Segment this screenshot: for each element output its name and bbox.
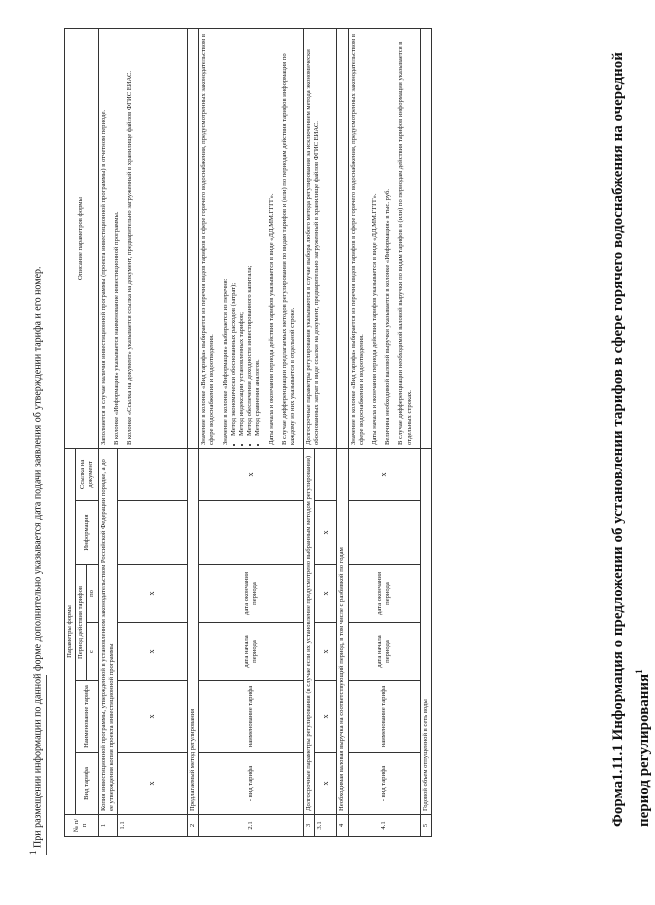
description-text: Значение в колонке «Информация» выбирается из перечня:: [221, 278, 229, 445]
tariff-type-cell: - вид тарифа: [199, 753, 304, 815]
description-text: Даты начала и окончания периода действия тарифов указывается в виде «ДД.ММ.ГГГГ».: [371, 193, 379, 445]
section-label: Долгосрочные параметры регулирования (в случае если их установление предусмотрено выбранным методом регулирования): [304, 449, 315, 815]
tariff-name-cell: наименование тарифа: [348, 681, 420, 753]
link-cell: [118, 449, 188, 501]
tariff-type-cell: - вид тарифа: [348, 753, 420, 815]
section-label: Копия инвестиционной программы, утвержденной в установленном законодательством Российской Федерации порядке, а до ее утверждения копия проекта инвестиционной программы: [98, 449, 117, 815]
description-cell: [98, 29, 187, 449]
info-cell: [118, 501, 188, 565]
row-number: 4.1: [348, 815, 420, 837]
section-row: [188, 29, 199, 837]
description-text: Величина необходимой валовой выручки указывается в колонке «Информация» в тыс. руб.: [384, 188, 392, 445]
empty-mark: x: [118, 623, 188, 681]
empty-mark: x: [118, 681, 188, 753]
header-link: Ссылка на документ: [76, 449, 98, 501]
empty-mark: x: [315, 681, 337, 753]
link-cell: x: [199, 449, 304, 501]
period-from-cell: дата начала периода: [348, 623, 420, 681]
empty-mark: x: [315, 501, 337, 565]
period-from-cell: дата начала периода: [199, 623, 304, 681]
row-number: 5: [420, 815, 431, 837]
empty-mark: x: [118, 565, 188, 623]
form-title: Форма1.11.1 Информация о предложении об установлении тарифов в сфере горячего водоснабжения на очередной период регулирования$^1$: [610, 52, 652, 827]
description-text: В колонке «Информация» указывается наименование инвестиционной программы.: [112, 211, 120, 445]
section-label: Предлагаемый метод регулирования: [188, 449, 199, 815]
description-cell: [304, 29, 337, 449]
period-to-cell: дата окончания периода: [348, 565, 420, 623]
header-period-to: по: [87, 565, 98, 623]
table-row: [199, 29, 304, 837]
footnote-separator: [46, 675, 47, 855]
footnote: [28, 75, 43, 855]
section-row: [420, 29, 431, 837]
footnote-marker: 1: [634, 669, 644, 674]
row-number: 4: [337, 815, 348, 837]
description-cell: [420, 29, 431, 449]
header-row-params: [65, 29, 76, 837]
section-row: [304, 29, 315, 837]
row-number: 2.1: [199, 815, 304, 837]
description-text: Заполняется в случае наличия инвестиционной программы (проекта инвестиционной программы) в отчетном периоде.: [99, 109, 107, 445]
description-text: Значение в колонке «Вид тарифа» выбирается из перечня видов тарифов в сфере горячего водоснабжения, предусмотренных законодательством в сфере водоснабжения и водоотведения.: [349, 34, 365, 445]
info-cell: [199, 501, 304, 565]
info-cell: [348, 501, 420, 565]
header-info: Информация: [76, 501, 98, 565]
row-number: 3: [304, 815, 315, 837]
header-num: № п/п: [65, 815, 99, 837]
description-cell: [337, 29, 348, 449]
footnote-mark: 1: [28, 850, 38, 855]
empty-mark: x: [315, 565, 337, 623]
description-text: В случае дифференциации предлагаемых методов регулирования по видам тарифов и (или) по периодам действия тарифов информация по каждому из них указывается в отдельной строке.: [280, 53, 297, 445]
list-item: • Метод индексации установленных тарифов;: [238, 32, 246, 436]
row-number: 1: [98, 815, 117, 837]
description-text: В случае дифференциации необходимой валовой выручки по видам тарифов и (или) по периодам действия тарифов информация указывается в отдельных строках.: [397, 41, 413, 445]
description-cell: [199, 29, 304, 449]
tariff-name-cell: наименование тарифа: [199, 681, 304, 753]
empty-mark: x: [315, 753, 337, 815]
header-params: Параметры формы: [65, 449, 76, 815]
header-tariff-type: Вид тарифа: [76, 753, 98, 815]
link-cell: [315, 449, 337, 501]
row-number: 1.1: [118, 815, 188, 837]
list-item: • Метод экономически обоснованных расходов (затрат);: [230, 32, 238, 436]
section-row: [98, 29, 117, 837]
description-cell: [348, 29, 420, 449]
link-cell: x: [348, 449, 420, 501]
header-tariff-name: Наименование тарифа: [76, 681, 98, 753]
row-number: 3.1: [315, 815, 337, 837]
description-cell: [188, 29, 199, 449]
empty-mark: x: [118, 753, 188, 815]
row-number: 2: [188, 815, 199, 837]
header-description: Описание параметров формы: [65, 29, 99, 449]
header-period: Период действия тарифов: [76, 565, 87, 681]
list-item: • Метод обеспечения доходности инвестированного капитала;: [246, 32, 254, 436]
description-text: Долгосрочные параметры регулирования указываются в случае выбора любого метода регулирования за исключением метода экономически обоснованных затрат в виде ссылки на документ, предварительно загруженный в хранилище файлов ФГИС ЕИАС.: [305, 49, 321, 445]
description-text: В колонке «Ссылка на документ» указывается ссылка на документ, предварительно загруженный в хранилище файлов ФГИС ЕИАС.: [126, 70, 134, 445]
list-item: • Метод сравнения аналогов.: [254, 32, 262, 436]
section-label: Необходимая валовая выручка на соответствующий период, в том числе с разбивкой по годам: [337, 449, 348, 815]
period-to-cell: дата окончания периода: [199, 565, 304, 623]
method-list: [230, 32, 263, 445]
description-text: Значение в колонке «Вид тарифа» выбирается из перечня видов тарифов в сфере горячего водоснабжения, предусмотренных законодательством в сфере водоснабжения и водоотведения.: [200, 34, 216, 445]
empty-mark: x: [315, 623, 337, 681]
header-period-from: с: [87, 623, 98, 681]
section-label: Годовой объем отпущенной в сеть воды: [420, 449, 431, 815]
footnote-text: При размещении информации по данной форме дополнительно указывается дата подачи заявления об утверждении тарифа и его номер.: [32, 266, 44, 848]
table-row: [348, 29, 420, 837]
form-table: [64, 28, 432, 837]
description-text: Даты начала и окончания периода действия тарифов указывается в виде «ДД.ММ.ГГГГ».: [267, 193, 275, 445]
section-row: [337, 29, 348, 837]
